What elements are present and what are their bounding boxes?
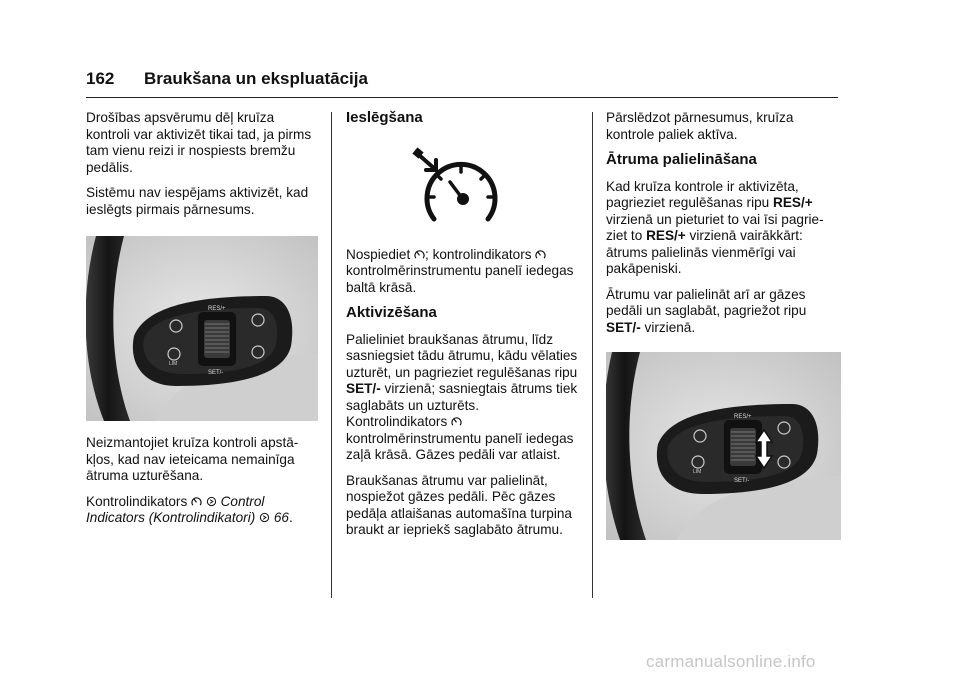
paragraph: Neizmantojiet kruīza kontroli apstā-kļos, kad nav ieteicama nemainīga ātruma uzturēšana.	[86, 435, 299, 483]
bold-text: RES/+	[773, 195, 813, 210]
text: virzienā vairākkārt: ātrums palielinās vienmērīgi vai pakāpeniski.	[606, 228, 803, 276]
text: Ātrumu var palielināt arī ar gāzes pedāli un saglabāt, pagriežot ripu	[606, 286, 807, 318]
column-2	[346, 110, 581, 548]
column-divider	[331, 112, 332, 598]
reference-link[interactable]: Control Indicators (Kontrolindikatori)	[86, 493, 265, 525]
text: Nospiediet	[346, 246, 411, 262]
cruise-indicator-icon	[535, 249, 546, 260]
text: virzienā; sasniegtais ātrums tiek saglabāts un uzturēts. Kontrolindikators	[346, 381, 578, 429]
section-heading: Ieslēgšana	[346, 109, 423, 126]
paragraph	[606, 179, 841, 278]
cruise-indicator-icon	[451, 416, 462, 427]
text: Kad kruīza kontrole ir aktivizēta, pagrieziet regulēšanas ripu	[606, 178, 799, 210]
page-number: 162	[86, 69, 115, 88]
link-arrow-icon	[206, 496, 217, 507]
column-divider	[592, 112, 593, 598]
page-header	[86, 63, 838, 98]
bold-text: SET/-	[606, 319, 641, 335]
cruise-indicator-icon	[191, 496, 202, 507]
section-heading: Ātruma palielināšana	[606, 151, 757, 168]
lim-label: LIM	[169, 361, 178, 367]
paragraph	[346, 332, 581, 464]
bold-text: RES/+	[646, 228, 686, 243]
text: virzienā un pieturiet to vai īsi pagrie-ziet to	[606, 211, 824, 243]
column-3	[606, 110, 841, 540]
res-label: RES/+	[734, 414, 752, 420]
text: Palieliniet braukšanas ātrumu, līdz sasniegsiet tādu ātrumu, kādu vēlaties uzturēt, un pagrieziet regulēšanas ripu	[346, 331, 578, 380]
watermark: carmanualsonline.info	[646, 652, 816, 671]
set-label: SET/-	[208, 370, 224, 376]
set-label: SET/-	[734, 478, 750, 484]
res-label: RES/+	[208, 306, 226, 312]
bold-text: SET/-	[346, 381, 381, 396]
section-heading: Aktivizēšana	[346, 304, 437, 321]
paragraph: Drošības apsvērumu dēļ kruīza kontroli var aktivizēt tikai tad, ja pirms tam vienu reizi ir nospiests bremžu pedālis.	[86, 110, 312, 175]
steering-wheel-controls-image	[606, 352, 841, 540]
text: kontrolmērinstrumentu panelī iedegas baltā krāsā.	[346, 263, 574, 295]
paragraph	[346, 247, 581, 297]
paragraph: Braukšanas ātrumu var palielināt, nospiežot gāzes pedāli. Pēc gāzes pedāļa atlaišanas automašīna turpina braukt ar iepriekš saglabāto ātrumu.	[346, 472, 572, 537]
steering-wheel-controls-image	[86, 236, 318, 421]
column-1	[86, 110, 318, 536]
text: Kontrolindikators	[86, 493, 188, 509]
reference-page[interactable]: 66	[273, 510, 289, 525]
paragraph: Pārslēdzot pārnesumus, kruīza kontrole paliek aktīva.	[606, 110, 794, 142]
text: virzienā.	[644, 319, 696, 335]
text: kontrolmērinstrumentu panelī iedegas zaļā krāsā. Gāzes pedāli var atlaist.	[346, 430, 574, 462]
link-arrow-icon	[259, 512, 270, 523]
paragraph-reference	[86, 494, 318, 527]
paragraph: Sistēmu nav iespējams aktivizēt, kad ieslēgts pirmais pārnesums.	[86, 185, 309, 217]
text: ; kontrolindikators	[425, 246, 532, 262]
page-title: Braukšana un ekspluatācija	[144, 69, 368, 88]
text: .	[288, 510, 293, 525]
paragraph	[606, 287, 841, 337]
cruise-indicator-icon	[414, 249, 425, 260]
lim-label: LIM	[693, 469, 702, 475]
speedometer-gauge-icon	[346, 137, 581, 237]
